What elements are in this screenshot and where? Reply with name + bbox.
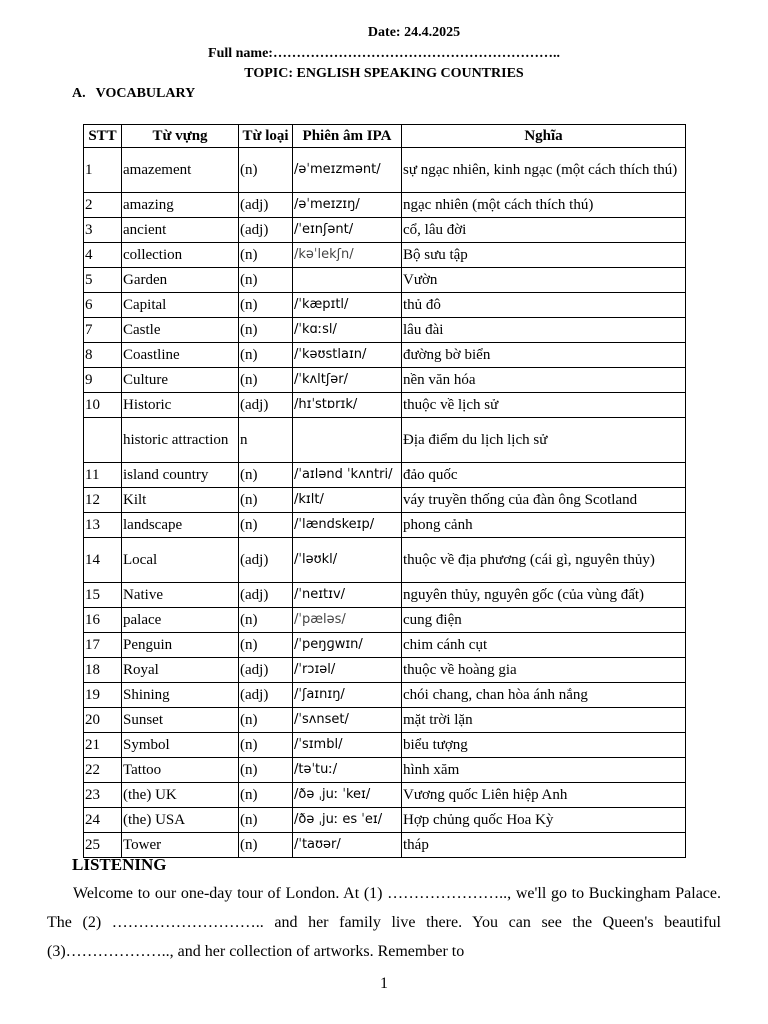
ipa-transcription: /ˈsʌnset/ [293, 708, 402, 733]
ipa-transcription: /ˈpeŋɡwɪn/ [293, 633, 402, 658]
vietnamese-meaning: Vương quốc Liên hiệp Anh [402, 783, 686, 808]
vocabulary-word: Tattoo [122, 758, 239, 783]
part-of-speech: (n) [239, 808, 293, 833]
column-header-word: Từ vựng [122, 125, 239, 148]
vietnamese-meaning: thuộc về địa phương (cái gì, nguyên thủy) [402, 538, 686, 583]
vocabulary-word: palace [122, 608, 239, 633]
section-heading-listening: LISTENING [72, 855, 167, 874]
table-row [84, 583, 686, 608]
table-row [84, 833, 686, 858]
ipa-transcription: /ˈpæləs/ [293, 608, 402, 633]
row-number: 12 [84, 488, 122, 513]
part-of-speech: (adj) [239, 538, 293, 583]
row-number: 6 [84, 293, 122, 318]
table-row [84, 538, 686, 583]
ipa-transcription: /hɪˈstɒrɪk/ [293, 393, 402, 418]
vocabulary-word: amazing [122, 193, 239, 218]
row-number: 22 [84, 758, 122, 783]
vocabulary-word: Penguin [122, 633, 239, 658]
vocabulary-word: Culture [122, 368, 239, 393]
part-of-speech: (n) [239, 708, 293, 733]
vietnamese-meaning: Bộ sưu tập [402, 243, 686, 268]
row-number: 18 [84, 658, 122, 683]
part-of-speech: (n) [239, 368, 293, 393]
vocabulary-word: island country [122, 463, 239, 488]
part-of-speech: (adj) [239, 683, 293, 708]
ipa-transcription: /əˈmeɪzmənt/ [293, 148, 402, 193]
row-number: 8 [84, 343, 122, 368]
table-row [84, 418, 686, 463]
table-row [84, 658, 686, 683]
part-of-speech: (n) [239, 243, 293, 268]
column-header-part-of-speech: Từ loại [239, 125, 293, 148]
vietnamese-meaning: thuộc về lịch sử [402, 393, 686, 418]
table-row [84, 368, 686, 393]
row-number: 4 [84, 243, 122, 268]
row-number: 15 [84, 583, 122, 608]
vocabulary-word: landscape [122, 513, 239, 538]
table-row [84, 783, 686, 808]
ipa-transcription: /ˈlændskeɪp/ [293, 513, 402, 538]
vocabulary-word: Sunset [122, 708, 239, 733]
row-number: 1 [84, 148, 122, 193]
table-row [84, 293, 686, 318]
part-of-speech: (adj) [239, 218, 293, 243]
ipa-transcription: /ˈneɪtɪv/ [293, 583, 402, 608]
row-number: 17 [84, 633, 122, 658]
table-row [84, 513, 686, 538]
table-header-row [84, 125, 686, 148]
vocabulary-word: ancient [122, 218, 239, 243]
vocabulary-word: collection [122, 243, 239, 268]
column-header-meaning: Nghĩa [402, 125, 686, 148]
vocabulary-word: historic attraction [122, 418, 239, 463]
vocabulary-word: Shining [122, 683, 239, 708]
vocabulary-word: Castle [122, 318, 239, 343]
vietnamese-meaning: cung điện [402, 608, 686, 633]
vietnamese-meaning: sự ngạc nhiên, kinh ngạc (một cách thích thú) [402, 148, 686, 193]
table-row [84, 343, 686, 368]
vocabulary-word: Royal [122, 658, 239, 683]
vietnamese-meaning: thủ đô [402, 293, 686, 318]
listening-passage: Welcome to our one-day tour of London. At (1) ………………….., we'll go to Buckingham Palace. The (2) ……………………….. and her family live there. You can see the Queen's beautiful (3)……………….., and her collection of artworks. Remember to [47, 885, 721, 960]
vocabulary-word: Garden [122, 268, 239, 293]
part-of-speech: (n) [239, 488, 293, 513]
part-of-speech: (n) [239, 608, 293, 633]
table-row [84, 218, 686, 243]
vocabulary-table [83, 124, 686, 858]
table-row [84, 488, 686, 513]
ipa-transcription: /ˈrɔɪəl/ [293, 658, 402, 683]
table-body [84, 148, 686, 858]
vietnamese-meaning: ngạc nhiên (một cách thích thú) [402, 193, 686, 218]
row-number: 5 [84, 268, 122, 293]
part-of-speech: (n) [239, 833, 293, 858]
vietnamese-meaning: mặt trời lặn [402, 708, 686, 733]
row-number: 21 [84, 733, 122, 758]
ipa-transcription: /ðə ˌjuː es ˈeɪ/ [293, 808, 402, 833]
vietnamese-meaning: nguyên thủy, nguyên gốc (của vùng đất) [402, 583, 686, 608]
ipa-transcription: /ˈkɑːsl/ [293, 318, 402, 343]
part-of-speech: (n) [239, 463, 293, 488]
part-of-speech: n [239, 418, 293, 463]
ipa-transcription: /ˈsɪmbl/ [293, 733, 402, 758]
table-row [84, 243, 686, 268]
date-line: Date: 24.4.2025 [367, 25, 461, 40]
part-of-speech: (n) [239, 293, 293, 318]
vietnamese-meaning: thuộc về hoàng gia [402, 658, 686, 683]
table-row [84, 708, 686, 733]
row-number: 23 [84, 783, 122, 808]
vocabulary-word: (the) USA [122, 808, 239, 833]
vietnamese-meaning: lâu đài [402, 318, 686, 343]
table-row [84, 393, 686, 418]
part-of-speech: (n) [239, 633, 293, 658]
part-of-speech: (n) [239, 758, 293, 783]
ipa-transcription: /ðə ˌjuː ˈkeɪ/ [293, 783, 402, 808]
part-of-speech: (n) [239, 513, 293, 538]
vietnamese-meaning: chim cánh cụt [402, 633, 686, 658]
row-number: 10 [84, 393, 122, 418]
table-row [84, 733, 686, 758]
vietnamese-meaning: Địa điểm du lịch lịch sử [402, 418, 686, 463]
ipa-transcription: /kəˈlekʃn/ [293, 243, 402, 268]
vocabulary-word: Kilt [122, 488, 239, 513]
table-row [84, 608, 686, 633]
ipa-transcription: /təˈtuː/ [293, 758, 402, 783]
ipa-transcription: /ˈkæpɪtl/ [293, 293, 402, 318]
ipa-transcription: /ˈkəʊstlaɪn/ [293, 343, 402, 368]
row-number: 9 [84, 368, 122, 393]
part-of-speech: (n) [239, 268, 293, 293]
table-row [84, 758, 686, 783]
ipa-transcription: /ˈaɪlənd ˈkʌntri/ [293, 463, 402, 488]
part-of-speech: (adj) [239, 393, 293, 418]
vocabulary-word: Capital [122, 293, 239, 318]
row-number: 13 [84, 513, 122, 538]
vocabulary-word: amazement [122, 148, 239, 193]
part-of-speech: (n) [239, 733, 293, 758]
ipa-transcription: /ˈləʊkl/ [293, 538, 402, 583]
ipa-transcription: /ˈtaʊər/ [293, 833, 402, 858]
vietnamese-meaning: biểu tượng [402, 733, 686, 758]
part-of-speech: (adj) [239, 193, 293, 218]
section-number: A. [72, 86, 86, 101]
vocabulary-word: Symbol [122, 733, 239, 758]
vietnamese-meaning: nền văn hóa [402, 368, 686, 393]
section-title: VOCABULARY [95, 86, 196, 101]
ipa-transcription [293, 268, 402, 293]
ipa-transcription: /əˈmeɪzɪŋ/ [293, 193, 402, 218]
vocabulary-word: Native [122, 583, 239, 608]
table-row [84, 268, 686, 293]
page-number: 1 [380, 975, 388, 992]
row-number: 19 [84, 683, 122, 708]
row-number: 7 [84, 318, 122, 343]
vocabulary-word: Historic [122, 393, 239, 418]
ipa-transcription: /ˈeɪnʃənt/ [293, 218, 402, 243]
vietnamese-meaning: Vườn [402, 268, 686, 293]
table-row [84, 683, 686, 708]
table-row [84, 148, 686, 193]
ipa-transcription: /ˈʃaɪnɪŋ/ [293, 683, 402, 708]
row-number: 2 [84, 193, 122, 218]
full-name-line: Full name:…………………………………………………….. [208, 46, 560, 61]
column-header-stt: STT [84, 125, 122, 148]
vietnamese-meaning: chói chang, chan hòa ánh nắng [402, 683, 686, 708]
row-number: 14 [84, 538, 122, 583]
row-number: 20 [84, 708, 122, 733]
column-header-ipa: Phiên âm IPA [293, 125, 402, 148]
part-of-speech: (n) [239, 783, 293, 808]
row-number: 24 [84, 808, 122, 833]
table-row [84, 808, 686, 833]
vietnamese-meaning: tháp [402, 833, 686, 858]
ipa-transcription: /ˈkʌltʃər/ [293, 368, 402, 393]
part-of-speech: (adj) [239, 583, 293, 608]
table-row [84, 193, 686, 218]
part-of-speech: (n) [239, 318, 293, 343]
part-of-speech: (n) [239, 343, 293, 368]
vocabulary-word: Coastline [122, 343, 239, 368]
vocabulary-word: Tower [122, 833, 239, 858]
row-number: 25 [84, 833, 122, 858]
vietnamese-meaning: Hợp chủng quốc Hoa Kỳ [402, 808, 686, 833]
row-number: 16 [84, 608, 122, 633]
ipa-transcription: /kɪlt/ [293, 488, 402, 513]
table-row [84, 318, 686, 343]
vietnamese-meaning: váy truyền thống của đàn ông Scotland [402, 488, 686, 513]
table-row [84, 463, 686, 488]
topic-title: TOPIC: ENGLISH SPEAKING COUNTRIES [244, 66, 524, 81]
vietnamese-meaning: đảo quốc [402, 463, 686, 488]
ipa-transcription [293, 418, 402, 463]
vietnamese-meaning: hình xăm [402, 758, 686, 783]
vietnamese-meaning: phong cảnh [402, 513, 686, 538]
vocabulary-word: (the) UK [122, 783, 239, 808]
part-of-speech: (n) [239, 148, 293, 193]
table-row [84, 633, 686, 658]
row-number: 11 [84, 463, 122, 488]
vietnamese-meaning: cổ, lâu đời [402, 218, 686, 243]
row-number [84, 418, 122, 463]
section-heading-vocabulary [72, 86, 195, 102]
row-number: 3 [84, 218, 122, 243]
part-of-speech: (adj) [239, 658, 293, 683]
vietnamese-meaning: đường bờ biển [402, 343, 686, 368]
vocabulary-word: Local [122, 538, 239, 583]
